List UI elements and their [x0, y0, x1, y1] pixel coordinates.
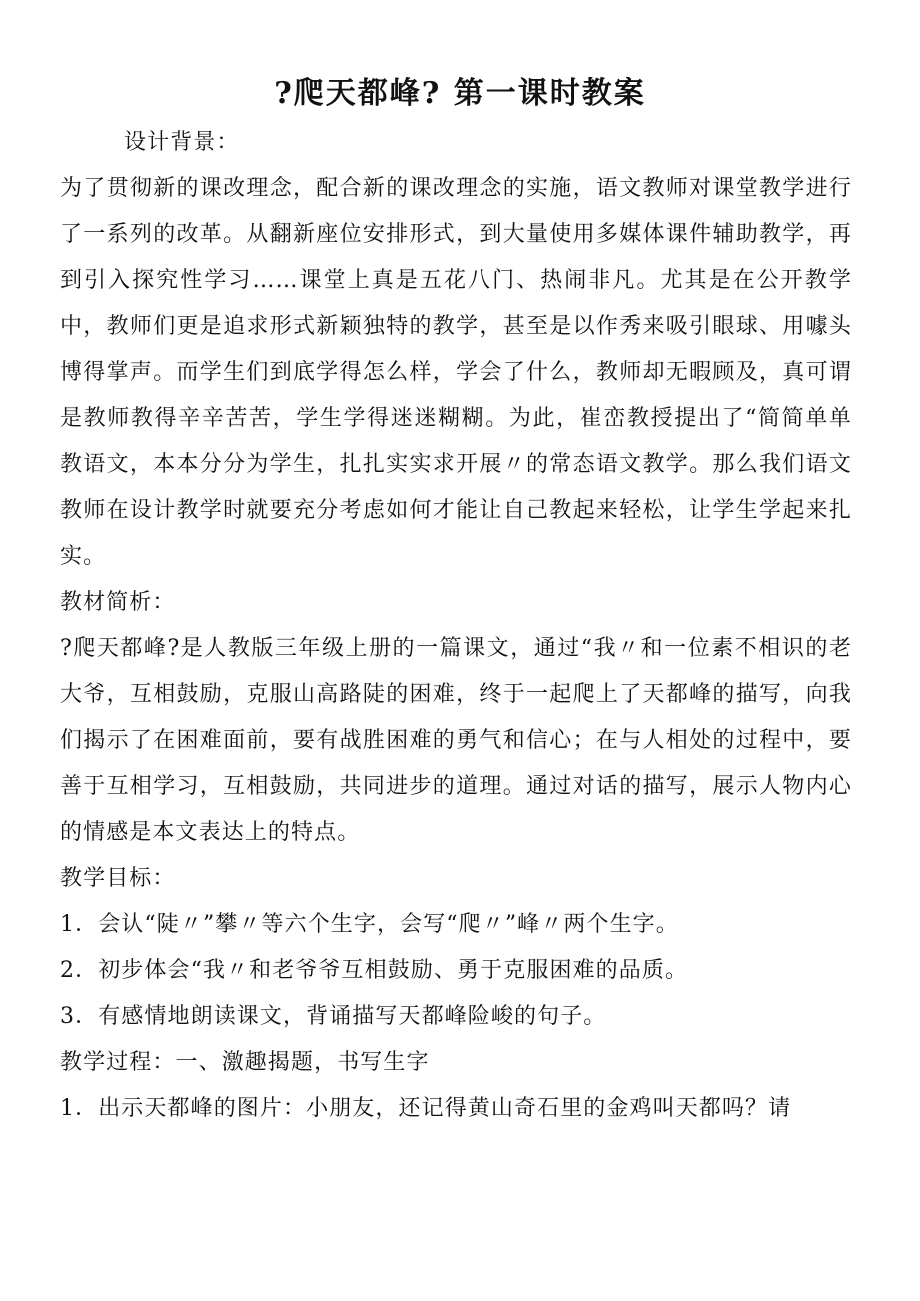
section-heading-goals: 教学目标： — [60, 866, 176, 891]
goal-item-3: 3．有感情地朗读课文，背诵描写天都峰险峻的句子。 — [60, 1004, 607, 1029]
goal-item-1: 1．会认“陡〃”攀〃等六个生字，会写“爬〃”峰〃两个生字。 — [60, 912, 679, 937]
goal-item-2: 2．初步体会“我〃和老爷爷互相鼓励、勇于克服困难的品质。 — [60, 958, 689, 983]
section-heading-background: 设计背景： — [124, 130, 240, 155]
document-title: ?爬天都峰? 第一课时教案 — [274, 76, 646, 111]
document-body — [60, 120, 852, 1132]
section-heading-process: 教学过程：一、激趣揭题，书写生字 — [60, 1050, 430, 1075]
process-item-1: 1．出示天都峰的图片：小朋友，还记得黄山奇石里的金鸡叫天都吗？请 — [60, 1096, 792, 1121]
paragraph-material: ?爬天都峰?是人教版三年级上册的一篇课文，通过“我〃和一位素不相识的老大爷，互相鼓励，克服山高路陡的困难，终于一起爬上了天都峰的描写，向我们揭示了在困难面前，要有战胜困难的勇气和信心；在与人相处的过程中，要善于互相学习，互相鼓励，共同进步的道理。通过对话的描写，展示人物内心的情感是本文表达上的特点。 — [60, 636, 852, 845]
paragraph-background: 为了贯彻新的课改理念，配合新的课改理念的实施，语文教师对课堂教学进行了一系列的改革。从翻新座位安排形式，到大量使用多媒体课件辅助教学，再到引入探究性学习……课堂上真是五花八门、热闹非凡。尤其是在公开教学中，教师们更是追求形式新颖独特的教学，甚至是以作秀来吸引眼球、用噱头博得掌声。而学生们到底学得怎么样，学会了什么，教师却无暇顾及，真可谓是教师教得辛辛苦苦，学生学得迷迷糊糊。为此，崔峦教授提出了“简简单单教语文，本本分分为学生，扎扎实实求开展〃的常态语文教学。那么我们语文教师在设计教学时就要充分考虑如何才能让自己教起来轻松，让学生学起来扎实。 — [60, 176, 852, 569]
section-heading-material: 教材简析： — [60, 590, 176, 615]
